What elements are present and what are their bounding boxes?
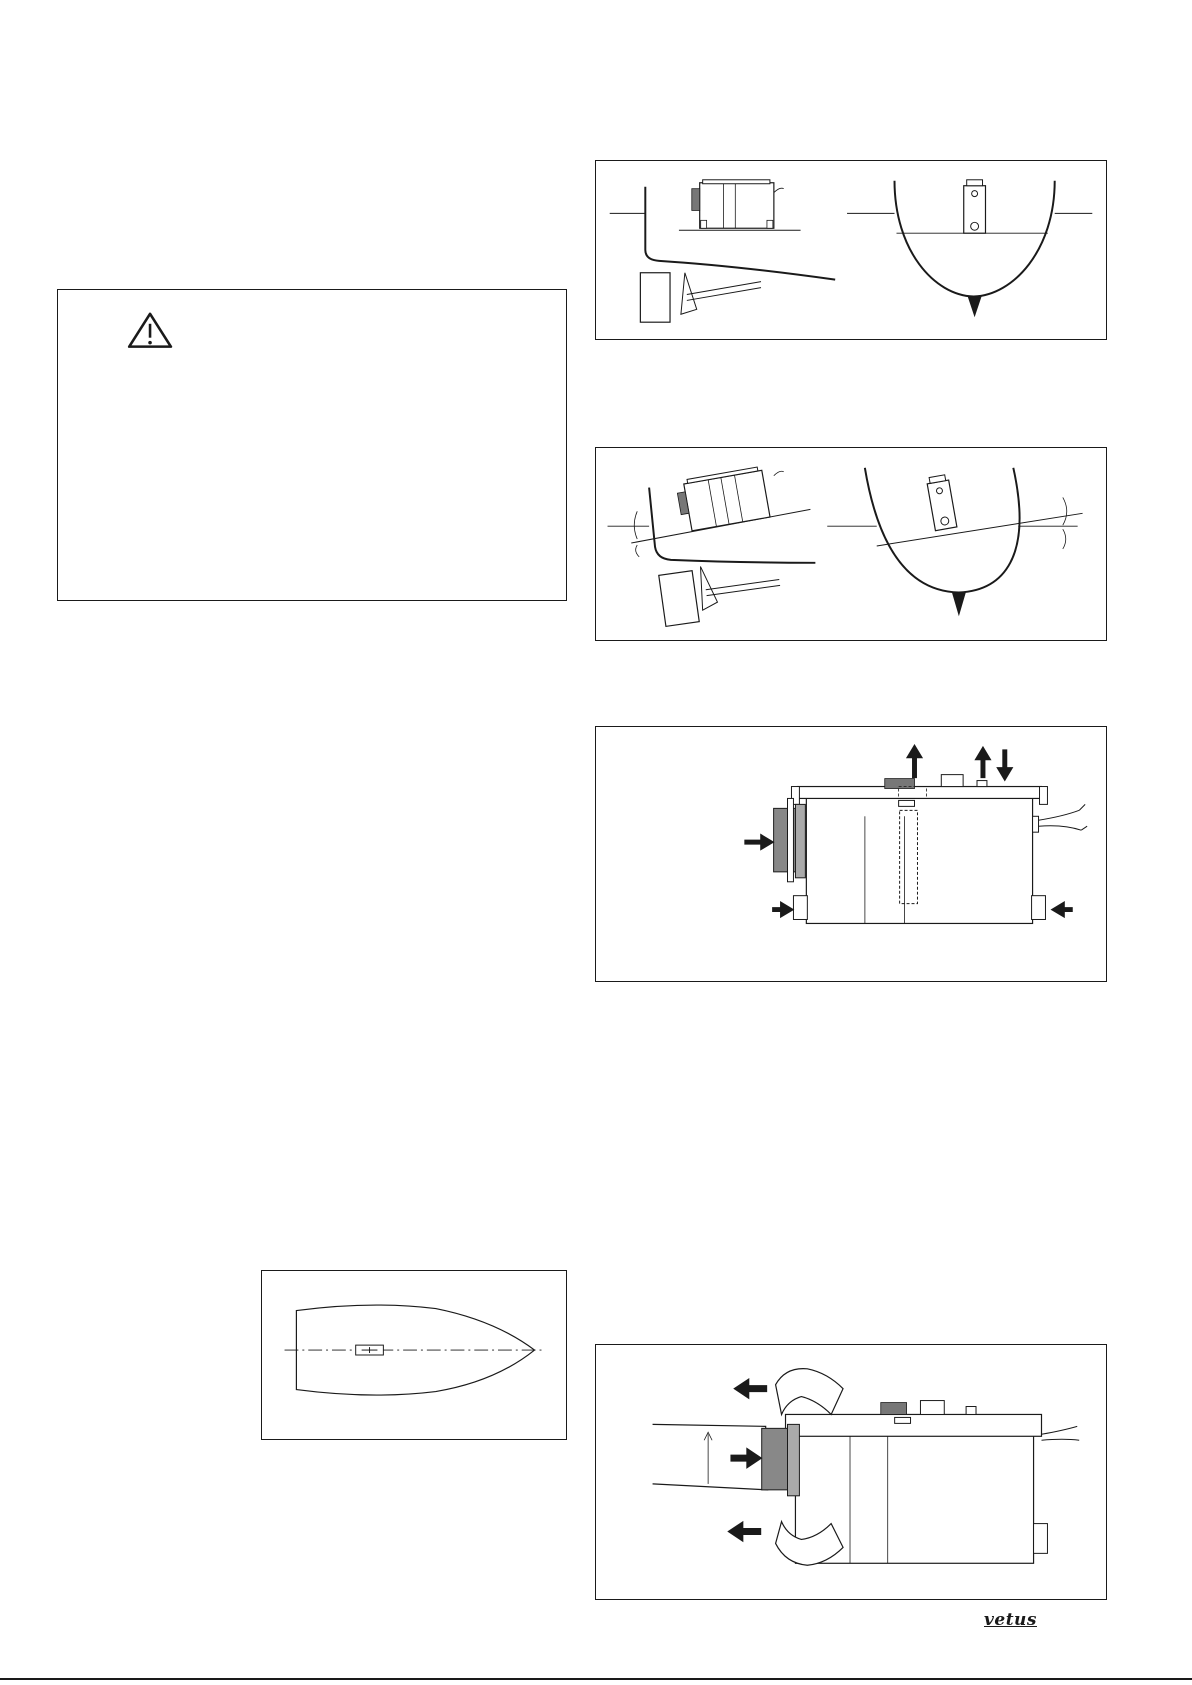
warning-triangle-icon xyxy=(58,290,566,600)
figure-tilted-installation xyxy=(595,447,1107,641)
footer-rule xyxy=(0,1678,1192,1680)
brand-logo: vetus xyxy=(984,1610,1037,1630)
figure-boat-top-view xyxy=(261,1270,567,1440)
warning-box xyxy=(57,289,567,601)
figure-fitting-hose xyxy=(595,1344,1107,1600)
figure-tank-connections xyxy=(595,726,1107,982)
figure-level-installation xyxy=(595,160,1107,340)
